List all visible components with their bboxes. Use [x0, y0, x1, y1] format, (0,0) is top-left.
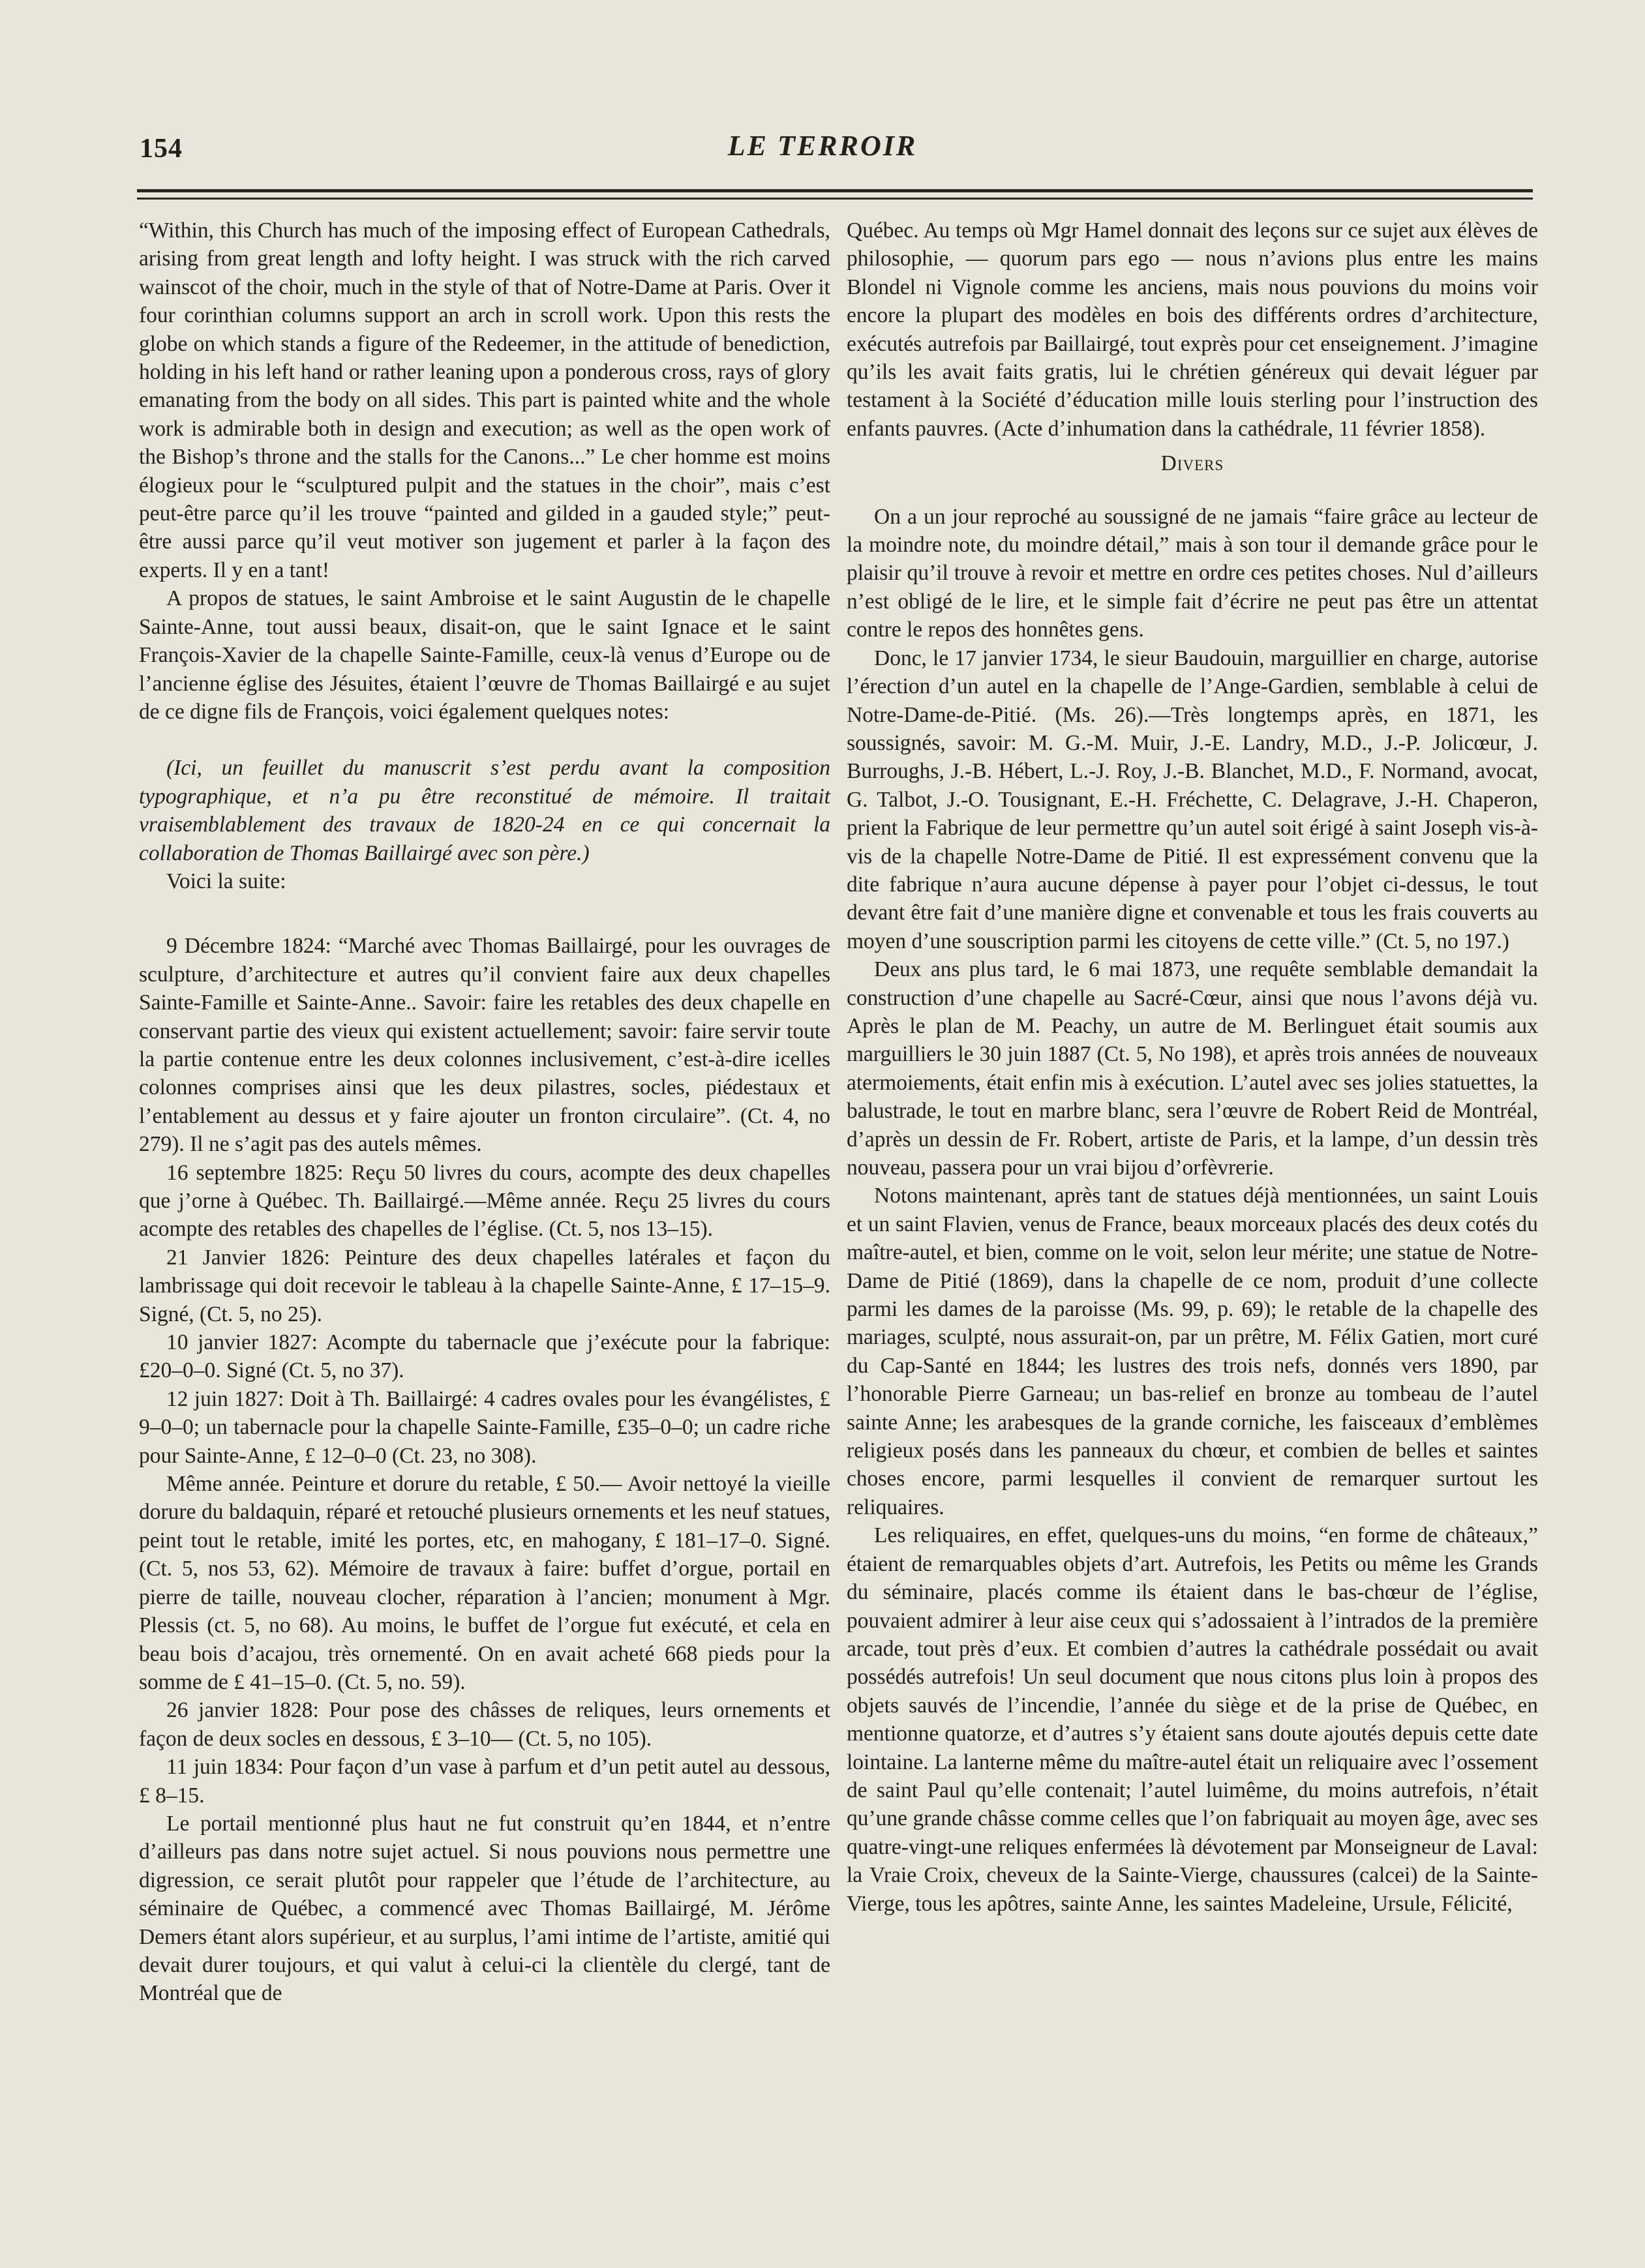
left-column [139, 216, 830, 2008]
running-title: LE TERROIR [727, 130, 918, 162]
paragraph: Même année. Peinture et dorure du retable, £ 50.— Avoir nettoyé la vieille dorure du baldaquin, réparé et retouché plusieurs ornements et les neuf statues, peint tout le retable, imité les portes, etc, en mahogany, £ 181–17–0. Signé. (Ct. 5, nos 53, 62). Mémoire de travaux à faire: buffet d’orgue, portail en pierre de taille, nouveau clocher, réparation à l’ancien; monument à Mgr. Plessis (ct. 5, no 68). Au moins, le buffet de l’orgue fut exécuté, et cela en beau bois d’acajou, très ornementé. On en avait acheté 668 pieds pour la somme de £ 41–15–0. (Ct. 5, no. 59). [139, 1472, 830, 1694]
paragraph: Deux ans plus tard, le 6 mai 1873, une requête semblable demandait la construction d’une chapelle au Sacré-Cœur, ainsi que nous l’avons déjà vu. Après le plan de M. Peachy, un autre de M. Berlinguet était soumis aux marguilliers le 30 juin 1887 (Ct. 5, No 198), et après trois années de nouveaux atermoiements, était enfin mis à exécution. L’autel avec ses jolies statuettes, la balustrade, le tout en marbre blanc, sera l’œuvre de Robert Reid de Montréal, d’après un dessin de Fr. Robert, artiste de Paris, et la lampe, d’un dessin très nouveau, passera pour un vrai bijou d’orfèvrerie. [847, 957, 1538, 1180]
paragraph: Les reliquaires, en effet, quelques-uns du moins, “en forme de châteaux,” étaient de remarquables objets d’art. Autrefois, les Petits ou même les Grands du séminaire, placés comme ils étaient dans le bas-chœur de l’église, pouvaient admirer à leur aise ceux qui s’adossaient à l’intrados de la première arcade, tout près d’eux. Et combien d’autres la cathédrale possédait ou avait possédés autrefois! Un seul document que nous citons plus loin à propos des objets sauvés de l’incendie, l’année du siège et de la prise de Québec, en mentionne quatorze, et d’autres s’y étaient sans doute ajoutés depuis cette date lointaine. La lanterne même du maître-autel était un reliquaire avec l’ossement de saint Paul qu’elle contenait; l’autel luimême, du moins autrefois, n’était qu’une grande châsse comme celles que l’on fabriquait au moyen âge, avec ses quatre-vingt-une reliques enfermées là dévotement par Monseigneur de Laval: la Vraie Croix, cheveux de la Sainte-Vierge, chaussures (calcei) de la Sainte-Vierge, tous les apôtres, sainte Anne, les saintes Madeleine, Ursule, Félicité, [847, 1523, 1538, 1916]
header-rule-bottom [137, 198, 1533, 200]
paragraph: 26 janvier 1828: Pour pose des châsses de reliques, leurs ornements et façon de deux socles en dessous, £ 3–10— (Ct. 5, no 105). [139, 1698, 830, 1751]
editor-note: (Ici, un feuillet du manuscrit s’est perdu avant la composition typographique, et n’a pu être reconstitué de mémoire. Il traitait vraisemblablement des travaux de 1820-24 en ce qui concernait la collaboration de Thomas Baillairgé avec son père.) [139, 756, 830, 865]
paragraph: Québec. Au temps où Mgr Hamel donnait des leçons sur ce sujet aux élèves de philosophie, — quorum pars ego — nous n’avions plus entre les mains Blondel ni Vignole comme les anciens, mais nous pouvions du moins voir encore la plupart des modèles en bois des différents ordres d’architecture, exécutés autrefois par Baillairgé, tout exprès pour cet enseignement. J’imagine qu’ils les avait faits gratis, lui le chrétien généreux qui devait léguer par testament à la Société d’éducation mille louis sterling pour l’instruction des enfants pauvres. (Acte d’inhumation dans la cathédrale, 11 février 1858). [847, 218, 1538, 441]
paragraph: 21 Janvier 1826: Peinture des deux chapelles latérales et façon du lambrissage qui doit recevoir le tableau à la chapelle Sainte-Anne, £ 17–15–9. Signé, (Ct. 5, no 25). [139, 1245, 830, 1326]
paragraph: 16 septembre 1825: Reçu 50 livres du cours, acompte des deux chapelles que j’orne à Québec. Th. Baillairgé.—Même année. Reçu 25 livres du cours acompte des retables des chapelles de l’église. (Ct. 5, nos 13–15). [139, 1160, 830, 1242]
page-number: 154 [140, 134, 183, 164]
paragraph: Notons maintenant, après tant de statues déjà mentionnées, un saint Louis et un saint Flavien, venus de France, beaux morceaux placés des deux cotés du maître-autel, et bien, comme on le voit, selon leur mérite; une statue de Notre-Dame de Pitié (1869), dans la chapelle de ce nom, produit d’une collecte parmi les dames de la paroisse (Ms. 99, p. 69); le retable de la chapelle des mariages, sculpté, nous assurait-on, par un prêtre, M. Félix Gatien, mort curé du Cap-Santé en 1844; les lustres des trois nefs, donnés vers 1890, par l’honorable Pierre Garneau; un bas-relief en bronze au tombeau de l’autel sainte Anne; les arabesques de la grande corniche, les faisceaux d’emblèmes religieux posés dans les panneaux du chœur, et combien de belles et saintes choses encore, parmi lesquelles il convient de remarquer surtout les reliquaires. [847, 1184, 1538, 1519]
paragraph: 9 Décembre 1824: “Marché avec Thomas Baillairgé, pour les ouvrages de sculpture, d’architecture et autres qu’il convient faire aux deux chapelles Sainte-Famille et Sainte-Anne.. Savoir: faire les retables des deux chapelle en conservant partie des vieux qui existent actuellement; savoir: faire servir toute la partie contenue entre les deux colonnes inclusivement, c’est-à-dire icelles colonnes comprises ainsi que les deux pilastres, socles, piédestaux et l’entablement au dessus et y faire ajouter un fronton circulaire”. (Ct. 4, no 279). Il ne s’agit pas des autels mêmes. [139, 934, 830, 1157]
paragraph: 12 juin 1827: Doit à Th. Baillairgé: 4 cadres ovales pour les évangélistes, £ 9–0–0; un tabernacle pour la chapelle Sainte-Famille, £35–0–0; un cadre riche pour Sainte-Anne, £ 12–0–0 (Ct. 23, no 308). [139, 1386, 830, 1468]
paragraph: On a un jour reproché au soussigné de ne jamais “faire grâce au lecteur de la moindre note, du moindre détail,” mais à son tour il demande grâce pour le plaisir qu’il trouve à revoir et mettre en ordre ces petites choses. Nul d’ailleurs n’est obligé de le lire, et le simple fait d’écrire ne peut pas être un attentat contre le repos des honnêtes gens. [847, 504, 1538, 642]
paragraph: Donc, le 17 janvier 1734, le sieur Baudouin, marguillier en charge, autorise l’érection d’un autel en la chapelle de l’Ange-Gardien, semblable à celui de Notre-Dame-de-Pitié. (Ms. 26).—Très longtemps après, en 1871, les soussignés, savoir: M. G.-M. Muir, J.-E. Landry, M.D., J.-P. Jolicœur, J. Burroughs, J.-B. Hébert, L.-J. Roy, J.-B. Blanchet, M.D., F. Normand, avocat, G. Talbot, J.-O. Tousignant, E.-H. Fréchette, C. Delagrave, J.-H. Chaperon, prient la Fabrique de leur permettre qu’un autel soit érigé à saint Joseph vis-à-vis de la chapelle Notre-Dame de Pitié. Il est expressément convenu que la dite fabrique n’aura aucune dépense à payer pour l’objet ci-dessus, le tout devant être fait d’une manière digne et convenable et tous les frais couverts au moyen d’une souscription parmi les citoyens de cette ville.” (Ct. 5, no 197.) [847, 646, 1538, 953]
paragraph: 10 janvier 1827: Acompte du tabernacle que j’exécute pour la fabrique: £20–0–0. Signé (Ct. 5, no 37). [139, 1330, 830, 1383]
header-rule-top [137, 189, 1533, 192]
section-heading: Divers [1160, 451, 1224, 476]
paragraph: A propos de statues, le saint Ambroise et le saint Augustin de le chapelle Sainte-Anne, tout aussi beaux, disait-on, que le saint Ignace et le saint François-Xavier de la chapelle Sainte-Famille, ceux-là venus d’Europe ou de l’ancienne église des Jésuites, étaient l’œuvre de Thomas Baillairgé e au sujet de ce digne fils de François, voici également quelques notes: [139, 586, 830, 724]
paragraph: Voici la suite: [166, 869, 286, 893]
right-column [847, 216, 1538, 1918]
paragraph: Le portail mentionné plus haut ne fut construit qu’en 1844, et n’entre d’ailleurs pas dans notre sujet actuel. Si nous pouvions nous permettre une digression, ce serait plutôt pour rappeler que l’étude de l’architecture, au séminaire de Québec, a commencé avec Thomas Baillairgé, M. Jérôme Demers étant alors supérieur, et au surplus, l’ami intime de l’artiste, amitié qui devait durer toujours, et qui valut à celui-ci la clientèle du clergé, tant de Montréal que de [139, 1811, 830, 2006]
paragraph: “Within, this Church has much of the imposing effect of European Cathedrals, arising from great length and lofty height. I was struck with the rich carved wainscot of the choir, much in the style of that of Notre-Dame at Paris. Over it four corinthian columns support an arch in scroll work. Upon this rests the globe on which stands a figure of the Redeemer, in the attitude of benediction, holding in his left hand or rather leaning upon a ponderous cross, rays of glory emanating from the body on all sides. This part is painted white and the whole work is admirable both in design and execution; as well as the open work of the Bishop’s throne and the stalls for the Canons...” Le cher homme est moins élogieux pour le “sculptured pulpit and the statues in the choir”, mais c’est peut-être parce qu’il les trouve “painted and gilded in a gauded style;” peut-être aussi parce qu’il veut motiver son jugement et parler à la façon des experts. Il y en a tant! [139, 218, 830, 582]
paragraph: 11 juin 1834: Pour façon d’un vase à parfum et d’un petit autel au dessous, £ 8–15. [139, 1755, 830, 1808]
